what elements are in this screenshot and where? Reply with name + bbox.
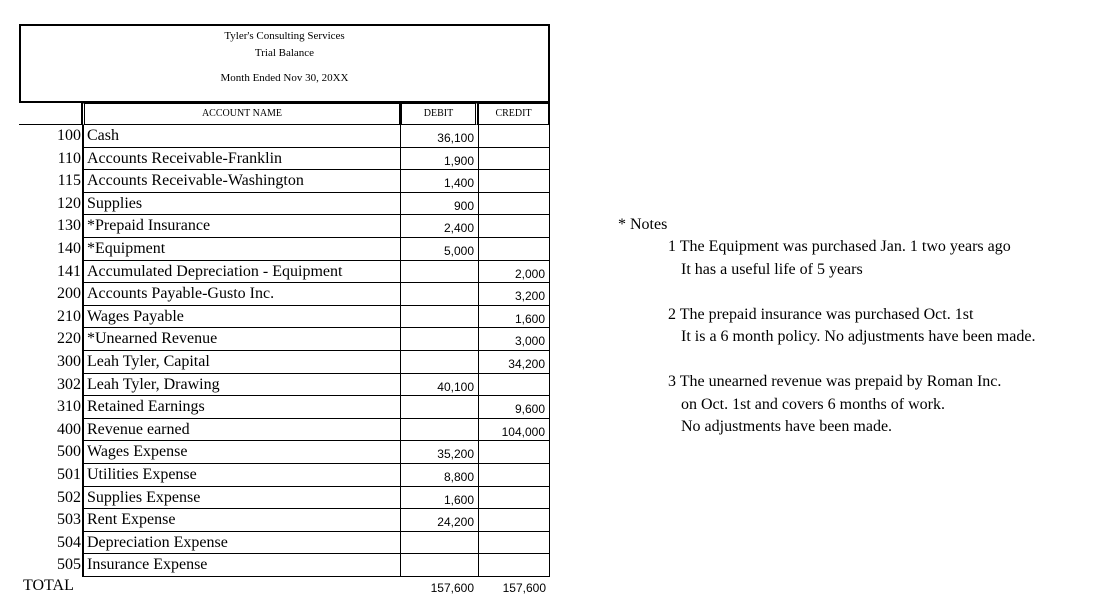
account-number: 310 — [57, 398, 81, 416]
account-number: 302 — [57, 375, 81, 393]
note-1-line-1 — [668, 238, 1011, 256]
credit-amount: 3,000 — [478, 328, 550, 351]
account-number: 210 — [57, 307, 81, 325]
account-name: *Equipment — [82, 238, 400, 261]
account-number: 141 — [57, 262, 81, 280]
table-row — [19, 283, 550, 306]
table-row — [19, 351, 550, 374]
credit-amount — [478, 148, 550, 171]
table-row — [19, 554, 550, 577]
debit-amount — [400, 532, 478, 555]
debit-amount — [400, 261, 478, 284]
note-text: The prepaid insurance was purchased Oct. 1st — [679, 306, 974, 323]
table-row — [19, 238, 550, 261]
note-2-line-2: It is a 6 month policy. No adjustments have been made. — [681, 328, 1036, 345]
account-name-header: ACCOUNT NAME — [82, 103, 400, 125]
account-number: 400 — [57, 420, 81, 438]
credit-amount: 1,600 — [478, 306, 550, 329]
account-name: Retained Earnings — [82, 396, 400, 419]
credit-amount — [478, 487, 550, 510]
account-name: *Prepaid Insurance — [82, 215, 400, 238]
account-number: 500 — [57, 443, 81, 461]
note-number: 1 — [668, 238, 676, 255]
report-title: Trial Balance — [254, 47, 315, 59]
table-row — [19, 509, 550, 532]
account-number: 220 — [57, 330, 81, 348]
credit-amount: 34,200 — [478, 351, 550, 374]
table-row — [19, 193, 550, 216]
total-label: TOTAL — [23, 577, 74, 594]
account-number: 300 — [57, 352, 81, 370]
account-name: Accounts Receivable-Franklin — [82, 148, 400, 171]
table-row — [19, 487, 550, 510]
table-row — [19, 261, 550, 284]
column-header-row — [19, 103, 550, 125]
table-row — [19, 396, 550, 419]
trial-balance-table — [19, 125, 550, 577]
credit-amount — [478, 238, 550, 261]
table-row — [19, 125, 550, 148]
credit-amount — [478, 374, 550, 397]
account-name: Rent Expense — [82, 509, 400, 532]
account-number: 100 — [57, 127, 81, 144]
note-2-line-1 — [668, 306, 973, 324]
report-period: Month Ended Nov 30, 20XX — [220, 72, 349, 84]
debit-amount — [400, 351, 478, 374]
table-row — [19, 215, 550, 238]
debit-amount — [400, 328, 478, 351]
debit-amount: 1,600 — [400, 487, 478, 510]
debit-amount: 36,100 — [400, 125, 478, 148]
note-1-line-2: It has a useful life of 5 years — [681, 261, 863, 278]
debit-amount: 24,200 — [400, 509, 478, 532]
credit-amount — [478, 193, 550, 216]
account-name: Depreciation Expense — [82, 532, 400, 555]
debit-amount — [400, 306, 478, 329]
account-name: Leah Tyler, Capital — [82, 351, 400, 374]
total-row — [19, 575, 550, 599]
note-text: The unearned revenue was prepaid by Roman Inc. — [679, 373, 1002, 390]
note-3-line-2: on Oct. 1st and covers 6 months of work. — [681, 396, 945, 413]
credit-amount — [478, 125, 550, 148]
note-number: 2 — [668, 306, 676, 323]
account-number: 503 — [57, 511, 81, 529]
notes-title: * Notes — [618, 216, 668, 233]
total-credit: 157,600 — [502, 581, 546, 595]
credit-amount: 104,000 — [478, 419, 550, 442]
account-number: 502 — [57, 488, 81, 506]
account-name: Supplies — [82, 193, 400, 216]
report-header — [19, 24, 550, 103]
account-name: Wages Payable — [82, 306, 400, 329]
debit-amount: 1,900 — [400, 148, 478, 171]
debit-amount — [400, 396, 478, 419]
table-row — [19, 374, 550, 397]
credit-amount — [478, 441, 550, 464]
account-name: Leah Tyler, Drawing — [82, 374, 400, 397]
table-row — [19, 464, 550, 487]
total-debit: 157,600 — [430, 581, 474, 595]
note-3-line-1 — [668, 373, 1001, 391]
credit-amount — [478, 554, 550, 577]
account-number: 115 — [57, 172, 81, 190]
table-row — [19, 306, 550, 329]
credit-amount — [478, 215, 550, 238]
account-name: Cash — [82, 125, 400, 148]
note-text: The Equipment was purchased Jan. 1 two years ago — [679, 238, 1011, 255]
debit-amount — [400, 554, 478, 577]
account-number: 200 — [57, 285, 81, 303]
table-row — [19, 419, 550, 442]
table-row — [19, 328, 550, 351]
account-number: 110 — [57, 149, 81, 167]
account-name: Utilities Expense — [82, 464, 400, 487]
table-row — [19, 170, 550, 193]
account-number: 120 — [57, 194, 81, 212]
debit-amount: 8,800 — [400, 464, 478, 487]
credit-header: CREDIT — [478, 103, 550, 125]
company-name: Tyler's Consulting Services — [224, 30, 345, 42]
account-number-header — [19, 103, 82, 125]
debit-amount: 2,400 — [400, 215, 478, 238]
debit-amount: 1,400 — [400, 170, 478, 193]
account-name: Accounts Payable-Gusto Inc. — [82, 283, 400, 306]
debit-amount: 40,100 — [400, 374, 478, 397]
table-row — [19, 441, 550, 464]
debit-amount: 5,000 — [400, 238, 478, 261]
account-name: Accounts Receivable-Washington — [82, 170, 400, 193]
credit-amount — [478, 464, 550, 487]
account-name: *Unearned Revenue — [82, 328, 400, 351]
note-number: 3 — [668, 373, 676, 390]
credit-amount — [478, 532, 550, 555]
debit-amount: 900 — [400, 193, 478, 216]
account-name: Accumulated Depreciation - Equipment — [82, 261, 400, 284]
debit-amount — [400, 419, 478, 442]
account-name: Insurance Expense — [82, 554, 400, 577]
account-number: 501 — [57, 465, 81, 483]
note-3-line-3: No adjustments have been made. — [681, 418, 893, 435]
account-name: Supplies Expense — [82, 487, 400, 510]
credit-amount: 9,600 — [478, 396, 550, 419]
account-name: Wages Expense — [82, 441, 400, 464]
credit-amount: 3,200 — [478, 283, 550, 306]
account-number: 505 — [57, 556, 81, 574]
credit-amount — [478, 509, 550, 532]
table-row — [19, 148, 550, 171]
debit-amount: 35,200 — [400, 441, 478, 464]
account-name: Revenue earned — [82, 419, 400, 442]
account-number: 140 — [57, 239, 81, 257]
account-number: 504 — [57, 533, 81, 551]
credit-amount: 2,000 — [478, 261, 550, 284]
debit-header: DEBIT — [400, 103, 478, 125]
table-row — [19, 532, 550, 555]
debit-amount — [400, 283, 478, 306]
account-number: 130 — [57, 217, 81, 235]
credit-amount — [478, 170, 550, 193]
